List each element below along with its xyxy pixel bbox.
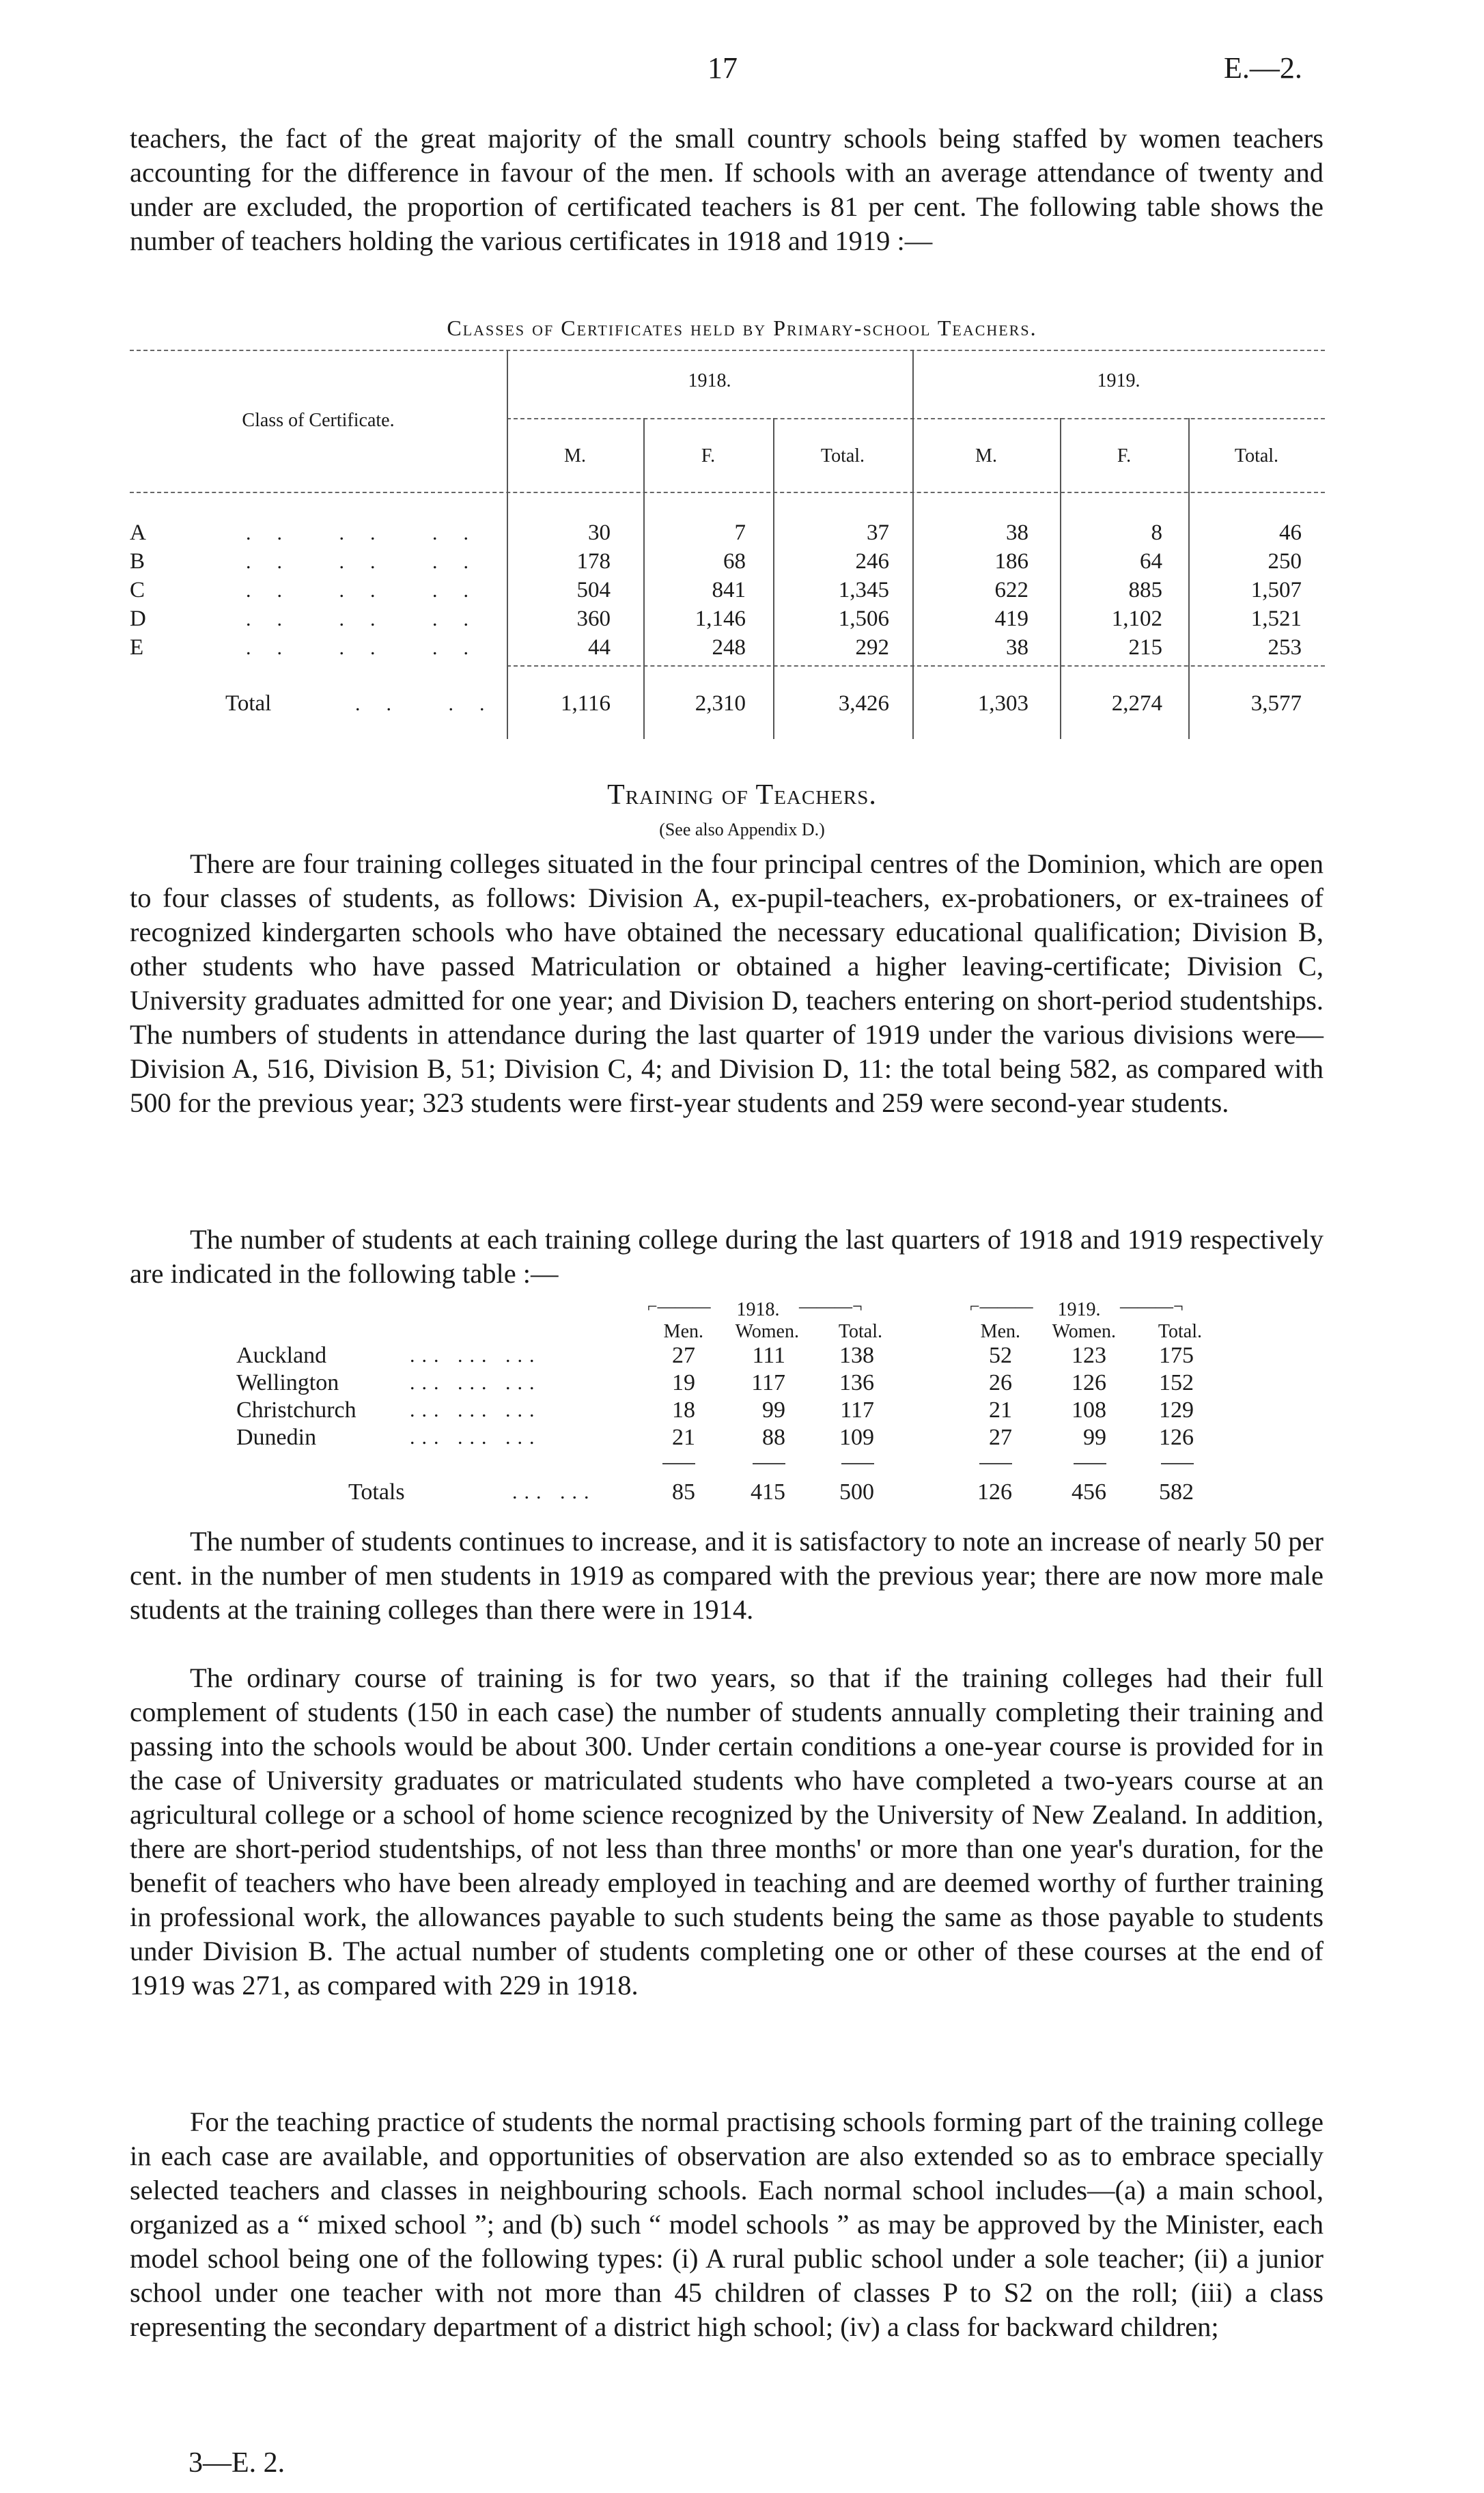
paragraph-after-3: For the teaching practice of students the normal practising schools forming part of the training college in each case are available, and opportunities of observation are also extended so as to embrace specially selected teachers and classes in neighbouring schools. Each normal school includes—(a) a main school, organized as a “ mixed school ”; and (b) such “ model schools ” as may be approved by the Minister, each model school being one of the following types: (i) A rural public school under a sole teacher; (ii) a junior school under one teacher with not more than 45 children of classes P to S2 on the roll; (iii) a class representing the secondary department of a district high school; (iv) a class for backward children;	[130, 2106, 1324, 2342]
cell: 360	[576, 607, 611, 631]
college-label: Dunedin	[236, 1425, 317, 1450]
cell: 26	[989, 1370, 1012, 1395]
row-label: E	[130, 635, 144, 660]
cell: 46	[1279, 520, 1302, 545]
college-label: Auckland	[236, 1343, 327, 1368]
cell: 37	[867, 520, 889, 545]
cell: 129	[1159, 1397, 1194, 1423]
cell: 21	[989, 1397, 1012, 1423]
cell: 126	[1072, 1370, 1106, 1395]
row-leader: .. .. ..	[246, 608, 494, 630]
cell: 18	[672, 1397, 695, 1423]
row-label: B	[130, 549, 145, 574]
col-total-1918: Total.	[820, 445, 865, 466]
year-1918-header: 1918.	[736, 1299, 780, 1320]
cell: 123	[1072, 1343, 1106, 1368]
row-label: D	[130, 607, 146, 631]
document-reference: E.—2.	[1224, 51, 1302, 85]
cell: 1,345	[838, 578, 889, 602]
cell: 152	[1159, 1370, 1194, 1395]
col-f-1918: F.	[701, 445, 716, 466]
row-leader: ... ... ...	[410, 1344, 542, 1367]
col-men-1918: Men.	[663, 1321, 703, 1342]
cell: 1,116	[560, 691, 611, 716]
cell: 109	[839, 1425, 874, 1450]
row-leader: .. .. ..	[246, 551, 494, 573]
cell: 108	[1072, 1397, 1106, 1423]
cell: 504	[576, 578, 611, 602]
col-m-1918: M.	[564, 445, 586, 466]
signature-reference: 3—E. 2.	[188, 2447, 285, 2479]
cell: 292	[855, 635, 889, 660]
cell: 582	[1159, 1479, 1194, 1505]
cell: 38	[1006, 635, 1028, 660]
col-men-1919: Men.	[980, 1321, 1020, 1342]
cell: 126	[977, 1479, 1012, 1505]
cell: 419	[994, 607, 1028, 631]
cell: 2,274	[1111, 691, 1162, 716]
year-1919-header: 1919.	[1097, 370, 1140, 391]
cell: 1,303	[977, 691, 1028, 716]
row-label: C	[130, 578, 145, 602]
cell: 253	[1268, 635, 1302, 660]
cell: 885	[1128, 578, 1162, 602]
year-1918-header: 1918.	[688, 370, 731, 391]
total-label: Total	[225, 691, 272, 716]
row-label: A	[130, 520, 146, 545]
cell: 85	[672, 1479, 695, 1505]
cell: 250	[1268, 549, 1302, 574]
paragraph-training-1: There are four training colleges situated in the four principal centres of the Dominion, which are open to four classes of students, as follows: Division A, ex-pupil-teachers, ex-probationers, or ex-trainees of recognized kindergarten schools who have obtained the necessary educational qualification; Division B, other students who have passed Matriculation or obtained a higher leaving-certificate; Division C, University graduates admitted for one year; and Division D, teachers entering on short-period studentships. The numbers of students in attendance during the last quarter of 1919 under the various divisions were—Division A, 516, Division B, 51; Division C, 4; and Division D, 11: the total being 582, as compared with 500 for the previous year; 323 students were first-year students and 259 were second-year students.	[130, 848, 1324, 1118]
row-leader: ... ...	[512, 1481, 596, 1503]
table1-caption: Classes of Certificates held by Primary-school Teachers.	[447, 316, 1037, 340]
totals-label: Totals	[348, 1479, 405, 1505]
cell: 8	[1151, 520, 1162, 545]
cell: 500	[839, 1479, 874, 1505]
col-m-1919: M.	[975, 445, 997, 466]
cell: 52	[989, 1343, 1012, 1368]
row-leader: ... ... ...	[410, 1399, 542, 1421]
row-leader: .. .. ..	[246, 522, 494, 544]
cell: 27	[989, 1425, 1012, 1450]
cell: 136	[839, 1370, 874, 1395]
paragraph-after-2: The ordinary course of training is for two years, so that if the training colleges had their full complement of students (150 in each case) the number of students annually completing their training and passing into the schools would be about 300. Under certain conditions a one-year course is provided for in the case of University graduates or matriculated students who have completed a two-years course at an agricultural college or a school of home science recognized by the University of New Zealand. In addition, there are short-period studentships, of not less than three months' or more than one year's duration, for the benefit of teachers who have been already employed in teaching and are deemed worthy of further training in professional work, the allowances payable to such students being the same as those payable to students under Division B. The actual number of students completing one or other of these courses at the end of 1919 was 271, as compared with 229 in 1918.	[130, 1662, 1324, 2001]
training-colleges-table: ⌐——— 1918. ———¬ ⌐——— 1919. ———¬ Men. Women. Total. Men. Women. Total. Auckland ... ... ... 27 111 138 52 123 175 Wellington ... ... ... 19 117 136 26 126 152 Christchurch ... ... ... 18 99 117 21 108 129 Dunedin ... ... ... 21 88 109 27 99 126 Totals ... ... 85 415 500 126 456 582	[236, 1296, 1202, 1505]
cell: 1,146	[695, 607, 746, 631]
section-title: Training of Teachers.	[607, 779, 877, 811]
cell: 3,426	[838, 691, 889, 716]
cell: 622	[994, 578, 1028, 602]
page-number: 17	[708, 51, 738, 85]
col-total-1919: Total.	[1158, 1321, 1202, 1342]
cell: 111	[752, 1343, 785, 1368]
row-leader: .. .. ..	[246, 579, 494, 602]
cell: 88	[762, 1425, 785, 1450]
cell: 38	[1006, 520, 1028, 545]
cell: 99	[1083, 1425, 1106, 1450]
cell: 246	[855, 549, 889, 574]
col-total-1919: Total.	[1234, 445, 1279, 466]
col-f-1919: F.	[1117, 445, 1132, 466]
cell: 456	[1072, 1479, 1106, 1505]
cell: 126	[1159, 1425, 1194, 1450]
cell: 64	[1140, 549, 1162, 574]
cell: 19	[672, 1370, 695, 1395]
cell: 44	[588, 635, 611, 660]
section-subtitle: (See also Appendix D.)	[659, 820, 825, 839]
row-leader: .. ..	[355, 693, 511, 715]
certificates-table	[130, 350, 1325, 760]
col-women-1918: Women.	[735, 1321, 799, 1342]
cell: 415	[751, 1479, 785, 1505]
cell: 248	[712, 635, 746, 660]
cell: 178	[576, 549, 611, 574]
cell: 30	[588, 520, 611, 545]
row-leader: ... ... ...	[410, 1426, 542, 1449]
year-1919-header: 1919.	[1057, 1299, 1101, 1320]
cell: 27	[672, 1343, 695, 1368]
cell: 117	[751, 1370, 785, 1395]
college-label: Wellington	[236, 1370, 339, 1395]
paragraph-training-2: The number of students at each training college during the last quarters of 1918 and 1919 respectively are indicated in the following table :—	[130, 1224, 1324, 1289]
paragraph-after-1: The number of students continues to increase, and it is satisfactory to note an increase of nearly 50 per cent. in the number of men students in 1919 as compared with the previous year; there are now more male students at the training colleges than there were in 1914.	[130, 1526, 1324, 1625]
row-leader: .. .. ..	[246, 637, 494, 659]
cell: 1,507	[1250, 578, 1302, 602]
cell: 99	[762, 1397, 785, 1423]
college-label: Christchurch	[236, 1397, 356, 1423]
cell: 1,506	[838, 607, 889, 631]
cell: 175	[1159, 1343, 1194, 1368]
cell: 68	[723, 549, 746, 574]
cell: 1,521	[1250, 607, 1302, 631]
cell: 21	[672, 1425, 695, 1450]
col-women-1919: Women.	[1052, 1321, 1116, 1342]
cell: 2,310	[695, 691, 746, 716]
cell: 841	[712, 578, 746, 602]
row-leader: ... ... ...	[410, 1371, 542, 1394]
cell: 7	[734, 520, 746, 545]
paragraph-intro: teachers, the fact of the great majority of the small country schools being staffed by women teachers accounting for the difference in favour of the men. If schools with an average attendance of twenty and under are excluded, the proportion of certificated teachers is 81 per cent. The following table shows the number of teachers holding the various certificates in 1918 and 1919 :—	[130, 123, 1324, 256]
cell: 1,102	[1111, 607, 1162, 631]
cell: 215	[1128, 635, 1162, 660]
cell: 3,577	[1250, 691, 1302, 716]
cell: 138	[839, 1343, 874, 1368]
class-of-certificate-header: Class of Certificate.	[242, 410, 395, 431]
cell: 117	[840, 1397, 874, 1423]
cell: 186	[994, 549, 1028, 574]
col-total-1918: Total.	[838, 1321, 882, 1342]
